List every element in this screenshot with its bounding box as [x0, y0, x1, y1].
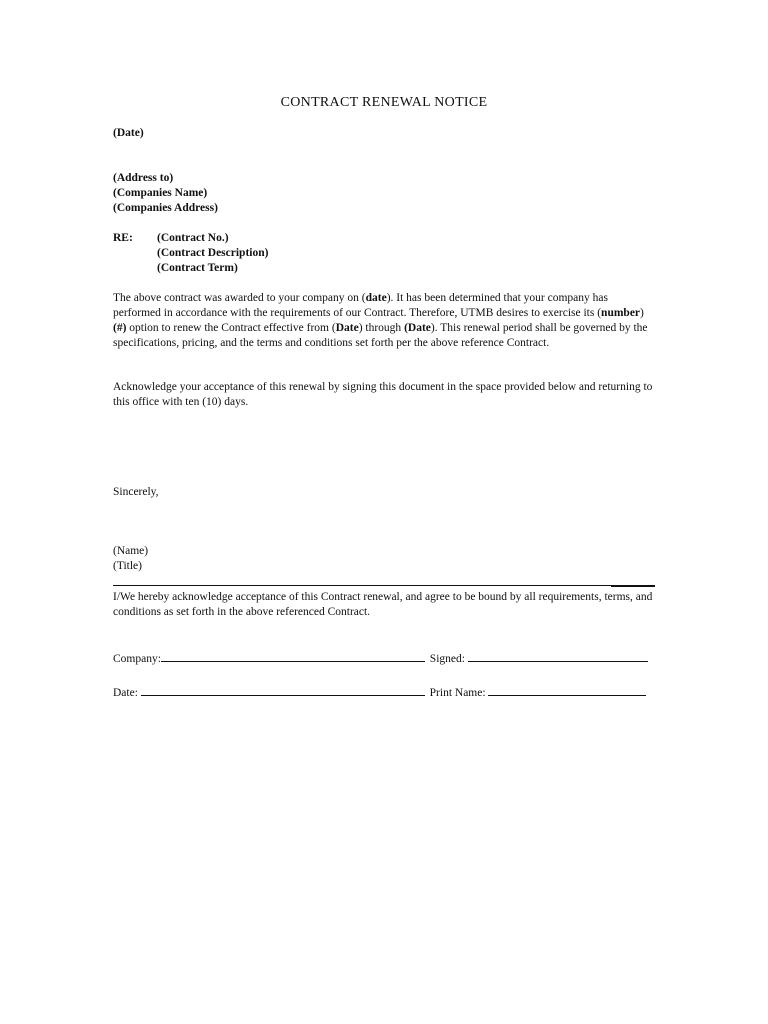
- date-label: Date:: [113, 687, 138, 699]
- contract-term: (Contract Term): [157, 262, 238, 274]
- company-field[interactable]: [161, 649, 425, 662]
- body-text: ). It has been determined that your company has performed in accordance with the requirements of our Contract. Therefore, UTMB desires to exercise its (: [113, 292, 608, 319]
- signed-label: Signed:: [429, 653, 465, 665]
- re-label: RE:: [113, 232, 133, 244]
- body-text: The above contract was awarded to your company on (: [113, 292, 366, 304]
- body-text: option to renew the Contract effective from (: [126, 322, 336, 334]
- print-name-field[interactable]: [488, 683, 646, 696]
- body-bold-date: date: [365, 292, 387, 304]
- signer-name: (Name): [113, 545, 149, 557]
- signer-title: (Title): [113, 560, 142, 572]
- signer-block: [113, 544, 148, 574]
- closing: Sincerely,: [113, 486, 159, 498]
- date-placeholder: (Date): [113, 127, 144, 139]
- body-text: ) through: [358, 322, 405, 334]
- company-address: (Companies Address): [113, 202, 218, 214]
- body-text: ). This renewal period shall be governed by the specifications, pricing, and the terms and conditions set forth per the above reference Contract.: [113, 322, 648, 349]
- body-bold-hash: (#): [113, 322, 127, 334]
- print-name-label: Print Name:: [429, 687, 486, 699]
- company-name: (Companies Name): [113, 187, 208, 199]
- body-paragraph: [113, 291, 658, 351]
- date-printname-row: [113, 683, 658, 701]
- body-bold-date: (Date: [404, 322, 431, 334]
- company-signed-row: [113, 649, 658, 667]
- re-block: [157, 231, 268, 276]
- page-title: CONTRACT RENEWAL NOTICE: [280, 95, 488, 110]
- address-to: (Address to): [113, 172, 174, 184]
- date-field[interactable]: [141, 683, 425, 696]
- contract-description: (Contract Description): [157, 247, 269, 259]
- body-text: ): [640, 307, 644, 319]
- divider-line-accent: [611, 585, 655, 587]
- acknowledge-paragraph: Acknowledge your acceptance of this renewal by signing this document in the space provided below and returning to this office with ten (10) days.: [113, 381, 653, 408]
- company-label: Company:: [113, 653, 161, 665]
- acceptance-paragraph: I/We hereby acknowledge acceptance of this Contract renewal, and agree to be bound by all requirements, terms, and conditions as set forth in the above referenced Contract.: [113, 591, 653, 618]
- divider-line: [113, 585, 655, 586]
- body-bold-date: Date: [335, 322, 359, 334]
- body-bold-number: number: [601, 307, 641, 319]
- contract-number: (Contract No.): [157, 232, 229, 244]
- signed-field[interactable]: [468, 649, 648, 662]
- address-block: [113, 171, 218, 216]
